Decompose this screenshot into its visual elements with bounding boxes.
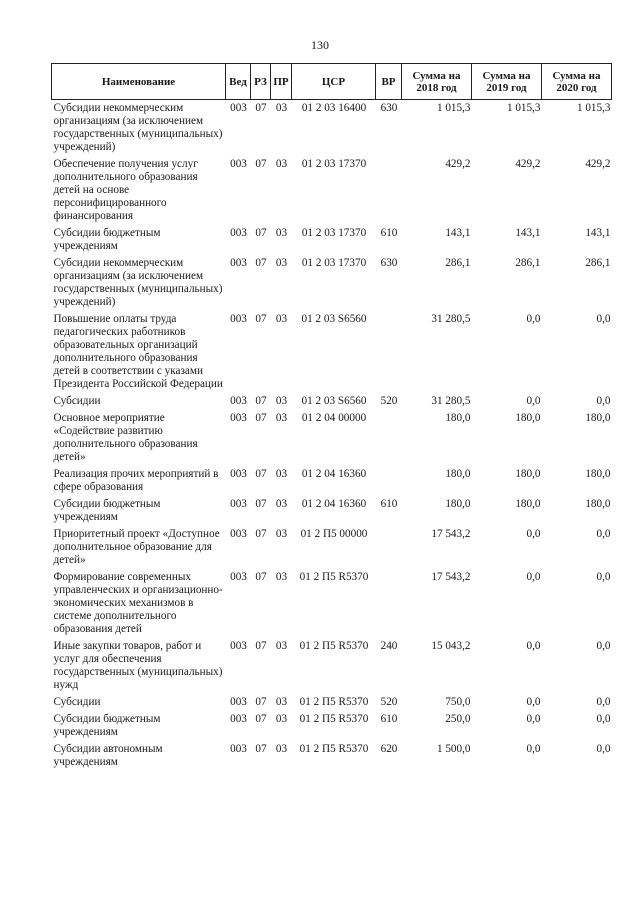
table-row (52, 393, 612, 410)
row-csr: 01 2 03 S6560 (301, 313, 367, 325)
row-name: Повышение оплаты труда педагогических работников образовательных организаций дополнительного образования детей в соответствии с указами Президента Российской Федерации (53, 313, 223, 390)
header-csr: ЦСР (292, 64, 376, 100)
row-csr: 01 2 П5 00000 (300, 528, 368, 540)
row-ved: 003 (230, 468, 247, 480)
row-pr: 03 (275, 412, 288, 424)
row-sum-2019: 286,1 (515, 257, 541, 269)
row-csr: 01 2 03 17370 (301, 158, 367, 170)
table-row (52, 100, 612, 157)
row-rz: 07 (255, 528, 267, 540)
row-name: Формирование современных управленческих и организационно-экономических механизмов в системе дополнительного образования детей (53, 571, 223, 635)
header-ved: Вед (226, 64, 251, 100)
budget-table (51, 63, 612, 771)
row-csr: 01 2 04 00000 (301, 412, 367, 424)
row-sum-2019: 0,0 (526, 640, 541, 652)
row-rz: 07 (255, 571, 267, 583)
row-pr: 03 (275, 257, 288, 269)
row-rz: 07 (255, 227, 267, 239)
row-sum-2018: 1 500,0 (436, 743, 471, 755)
row-csr: 01 2 03 17370 (301, 227, 367, 239)
row-name: Иные закупки товаров, работ и услуг для обеспечения государственных (муниципальных) нужд (53, 640, 223, 691)
row-sum-2020: 180,0 (585, 468, 611, 480)
row-sum-2019: 0,0 (526, 713, 541, 725)
row-csr: 01 2 П5 R5370 (299, 713, 369, 725)
table-row (52, 694, 612, 711)
row-sum-2018: 250,0 (445, 713, 471, 725)
row-sum-2018: 143,1 (445, 227, 471, 239)
row-rz: 07 (255, 102, 267, 114)
row-vr (376, 156, 402, 225)
row-sum-2018: 429,2 (445, 158, 471, 170)
row-sum-2019: 180,0 (515, 468, 541, 480)
row-name: Реализация прочих мероприятий в сфере образования (53, 468, 219, 493)
row-sum-2019: 0,0 (526, 743, 541, 755)
row-vr (376, 466, 402, 496)
row-rz: 07 (255, 713, 267, 725)
row-sum-2020: 0,0 (596, 395, 611, 407)
row-csr: 01 2 П5 R5370 (299, 571, 369, 583)
row-ved: 003 (230, 102, 247, 114)
table-row (52, 311, 612, 393)
row-csr: 01 2 04 16360 (301, 498, 367, 510)
row-sum-2020: 0,0 (596, 743, 611, 755)
row-rz: 07 (255, 395, 267, 407)
table-row (52, 569, 612, 638)
row-sum-2018: 1 015,3 (436, 102, 471, 114)
row-vr: 610 (380, 227, 398, 239)
row-sum-2020: 0,0 (596, 313, 611, 325)
row-name: Основное мероприятие «Содействие развитию дополнительного образования детей» (53, 412, 198, 463)
row-ved: 003 (230, 696, 247, 708)
header-sum-2019: Сумма на 2019 год (472, 64, 542, 100)
row-name: Приоритетный проект «Доступное дополнительное образование для детей» (53, 528, 220, 566)
row-csr: 01 2 03 S6560 (301, 395, 367, 407)
row-vr (376, 569, 402, 638)
row-sum-2019: 180,0 (515, 412, 541, 424)
row-ved: 003 (230, 158, 247, 170)
row-sum-2018: 750,0 (445, 696, 471, 708)
row-rz: 07 (255, 498, 267, 510)
row-pr: 03 (275, 528, 288, 540)
row-sum-2019: 0,0 (526, 528, 541, 540)
row-sum-2018: 15 043,2 (431, 640, 471, 652)
row-sum-2020: 1 015,3 (576, 102, 611, 114)
header-name: Наименование (52, 64, 226, 100)
row-pr: 03 (275, 227, 288, 239)
row-sum-2018: 17 543,2 (431, 571, 471, 583)
row-ved: 003 (230, 257, 247, 269)
row-name: Субсидии бюджетным учреждениям (53, 498, 161, 523)
row-pr: 03 (275, 498, 288, 510)
row-csr: 01 2 П5 R5370 (299, 743, 369, 755)
table-row (52, 225, 612, 255)
row-name: Субсидии бюджетным учреждениям (53, 713, 161, 738)
row-name: Обеспечение получения услуг дополнительного образования детей на основе персонифицированного финансирования (53, 158, 198, 222)
header-sum-2018: Сумма на 2018 год (402, 64, 472, 100)
table-body (52, 100, 612, 772)
row-csr: 01 2 04 16360 (301, 468, 367, 480)
row-pr: 03 (275, 102, 288, 114)
row-rz: 07 (255, 696, 267, 708)
row-pr: 03 (275, 713, 288, 725)
row-name: Субсидии (53, 395, 101, 407)
row-rz: 07 (255, 313, 267, 325)
row-sum-2018: 180,0 (445, 468, 471, 480)
table-row (52, 741, 612, 771)
row-pr: 03 (275, 468, 288, 480)
row-sum-2019: 0,0 (526, 696, 541, 708)
row-ved: 003 (230, 313, 247, 325)
row-sum-2020: 143,1 (585, 227, 611, 239)
table-row (52, 410, 612, 466)
row-name: Субсидии некоммерческим организациям (за исключением государственных (муниципальных) учреждений) (53, 257, 223, 308)
row-name: Субсидии (53, 696, 101, 708)
row-ved: 003 (230, 498, 247, 510)
table-row (52, 638, 612, 694)
row-sum-2019: 429,2 (515, 158, 541, 170)
header-vr: ВР (376, 64, 402, 100)
row-sum-2019: 1 015,3 (506, 102, 541, 114)
row-rz: 07 (255, 743, 267, 755)
table-row (52, 466, 612, 496)
row-sum-2020: 0,0 (596, 640, 611, 652)
row-csr: 01 2 П5 R5370 (299, 696, 369, 708)
row-csr: 01 2 П5 R5370 (299, 640, 369, 652)
table-row (52, 711, 612, 741)
row-rz: 07 (255, 640, 267, 652)
row-sum-2018: 31 280,5 (431, 395, 471, 407)
row-csr: 01 2 03 16400 (301, 102, 367, 114)
row-sum-2018: 180,0 (445, 498, 471, 510)
row-rz: 07 (255, 158, 267, 170)
row-pr: 03 (275, 743, 288, 755)
row-sum-2020: 286,1 (585, 257, 611, 269)
header-pr: ПР (271, 64, 292, 100)
row-vr: 610 (380, 713, 398, 725)
row-vr: 630 (380, 257, 398, 269)
row-name: Субсидии автономным учреждениям (53, 743, 163, 768)
row-vr (376, 410, 402, 466)
row-sum-2020: 0,0 (596, 571, 611, 583)
table-row (52, 496, 612, 526)
row-vr: 610 (380, 498, 398, 510)
row-pr: 03 (275, 395, 288, 407)
row-vr: 520 (380, 696, 398, 708)
header-rz: РЗ (251, 64, 271, 100)
row-pr: 03 (275, 158, 288, 170)
row-name: Субсидии бюджетным учреждениям (53, 227, 161, 252)
table-header-row (52, 64, 612, 100)
row-vr: 620 (380, 743, 398, 755)
header-sum-2020: Сумма на 2020 год (542, 64, 612, 100)
row-sum-2020: 429,2 (585, 158, 611, 170)
row-sum-2019: 143,1 (515, 227, 541, 239)
row-sum-2018: 180,0 (445, 412, 471, 424)
row-pr: 03 (275, 571, 288, 583)
row-ved: 003 (230, 227, 247, 239)
row-sum-2020: 0,0 (596, 528, 611, 540)
row-sum-2020: 0,0 (596, 696, 611, 708)
row-rz: 07 (255, 468, 267, 480)
row-pr: 03 (275, 696, 288, 708)
row-sum-2019: 180,0 (515, 498, 541, 510)
row-sum-2019: 0,0 (526, 395, 541, 407)
row-sum-2020: 180,0 (585, 498, 611, 510)
row-vr (376, 526, 402, 569)
row-sum-2019: 0,0 (526, 313, 541, 325)
row-sum-2018: 286,1 (445, 257, 471, 269)
row-sum-2019: 0,0 (526, 571, 541, 583)
row-sum-2020: 180,0 (585, 412, 611, 424)
row-rz: 07 (255, 257, 267, 269)
row-ved: 003 (230, 571, 247, 583)
row-csr: 01 2 03 17370 (301, 257, 367, 269)
row-name: Субсидии некоммерческим организациям (за исключением государственных (муниципальных) учреждений) (53, 102, 223, 153)
row-pr: 03 (275, 640, 288, 652)
row-vr: 630 (380, 102, 398, 114)
row-ved: 003 (230, 713, 247, 725)
table-row (52, 526, 612, 569)
row-ved: 003 (230, 395, 247, 407)
row-sum-2018: 17 543,2 (431, 528, 471, 540)
row-ved: 003 (230, 640, 247, 652)
row-vr: 240 (380, 640, 398, 652)
row-vr: 520 (380, 395, 398, 407)
row-ved: 003 (230, 528, 247, 540)
page-number: 130 (311, 38, 329, 52)
row-sum-2020: 0,0 (596, 713, 611, 725)
table-row (52, 255, 612, 311)
table-row (52, 156, 612, 225)
row-vr (376, 311, 402, 393)
row-ved: 003 (230, 743, 247, 755)
row-sum-2018: 31 280,5 (431, 313, 471, 325)
row-ved: 003 (230, 412, 247, 424)
row-rz: 07 (255, 412, 267, 424)
row-pr: 03 (275, 313, 288, 325)
